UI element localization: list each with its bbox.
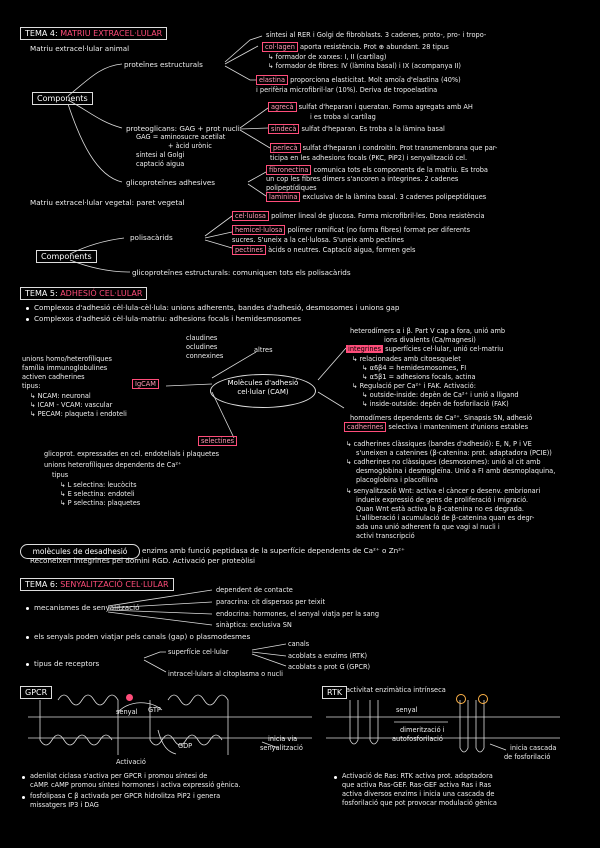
- gpcr-note2-l1: fosfolipasa C β activada per GPCR hidrolitza PiP2 i genera: [30, 792, 221, 800]
- cad-l6: desmoglobina i desmogleïna. Unió a FI amb desmoplaquina,: [356, 467, 556, 475]
- laminina-line: [266, 193, 486, 202]
- gpcr-label: GPCR: [20, 686, 52, 699]
- int-l6: ↳ α5β1 = adhesions focals, actina: [362, 373, 476, 381]
- tema6-number: TEMA 6:: [25, 580, 58, 589]
- tema6-title: SENYALITZACIÓ CEL·LULAR: [60, 580, 169, 589]
- components-box: Components: [32, 92, 93, 105]
- cad-l4: s'uneixen a catenines (β-catenina: prot. adaptadora (PCIE)): [356, 449, 552, 457]
- sindeca-label: sindecà: [268, 124, 299, 134]
- gpcr-note2-l2: missatgers IP3 i DAG: [30, 801, 99, 809]
- pectines-line: [232, 246, 415, 255]
- tema5-number: TEMA 5:: [25, 289, 58, 298]
- int-l8: ↳ outside-inside: depèn de Ca²⁺ i unió a lligand: [362, 391, 519, 399]
- ncam: ↳ NCAM: neuronal: [30, 392, 91, 400]
- colagen-l2: ↳ formador de fibres: IV (làmina basal) i IX (acompanya II): [268, 62, 461, 70]
- fibro-l3: polipeptídiques: [266, 184, 317, 192]
- fibronectina-label: fibronectina: [266, 165, 311, 175]
- agreca-text: sulfat d'heparan i queratan. Forma agregats amb AH: [298, 103, 473, 111]
- gpcr-gdp: GDP: [178, 742, 193, 750]
- int-l4: ↳ relacionades amb citoesquelet: [352, 355, 461, 363]
- gpcr-inicia-l1: inicia via: [268, 735, 298, 743]
- fibro-l2: un cop les fibres dimers s'ancoren a integrines. 2 cadenes: [266, 175, 459, 183]
- desadhesio-l2: Reconeixen integrines pel domini RGD. Activació per proteòlisi: [30, 556, 255, 565]
- components2-box: Components: [36, 250, 97, 263]
- bullet: [26, 307, 29, 310]
- sel-l2: unions heterofíliques dependents de Ca²⁺: [44, 461, 182, 469]
- colagen-label: col·lagen: [262, 42, 298, 52]
- bullet: [22, 776, 25, 779]
- rec-canals: canals: [288, 640, 310, 648]
- mecanismes: mecanismes de senyalització: [34, 603, 140, 612]
- perleca-line: [270, 144, 497, 153]
- selectines-text: selectines: [198, 436, 237, 446]
- tema4-title: MATRIU EXTRACEL·LULAR: [60, 29, 163, 38]
- bullet: [22, 796, 25, 799]
- int-l9: ↳ inside-outside: depèn de fosforilació (FAK): [362, 400, 509, 408]
- cadherines-line: [344, 423, 528, 432]
- igcam-label: [132, 380, 159, 389]
- gag-l1: GAG = aminosucre acetilat: [136, 133, 226, 141]
- cad-l5: ↳ cadherines no clàssiques (desmosomes): unió al cit amb: [346, 458, 541, 466]
- tema5-b2: Complexos d'adhesió cèl·lula-matriu: adhesions focals i hemidesmosomes: [34, 314, 301, 323]
- tema5-title: ADHESIÓ CEL·LULAR: [60, 289, 143, 298]
- cad-l9: indueix expressió de gens de proliferació i migració.: [356, 496, 529, 504]
- cad-l1: homodímers dependents de Ca²⁺. Sinapsis SN, adhesió: [350, 414, 533, 422]
- glicoproteines-estructurals: glicoproteïnes estructurals: comuniquen tots els polisacàrids: [132, 268, 351, 277]
- matriu-vegetal: Matriu extracel·lular vegetal: paret vegetal: [30, 198, 185, 207]
- matriu-animal-label: Matriu extracel·lular animal: [30, 44, 130, 53]
- fibro-text: comunica tots els components de la matriu. Es troba: [313, 166, 488, 174]
- proteines-estructurals: proteïnes estructurals: [124, 60, 203, 69]
- gpcr-note1-l1: adenilat ciclasa s'activa per GPCR i promou síntesi de: [30, 772, 208, 780]
- polisacarids: polisacàrids: [130, 233, 173, 242]
- gpcr-gtp: GTP: [148, 706, 161, 714]
- gag-l4: captació aigua: [136, 160, 185, 168]
- bullet: [26, 607, 29, 610]
- selectines-label: [198, 437, 237, 446]
- rec-gpcr: acoblats a prot G (GPCR): [288, 663, 371, 671]
- perleca-label: perlecà: [270, 143, 301, 153]
- pectines-label: pectines: [232, 245, 266, 255]
- mec-3: endocrina: hormones, el senyal viatja per la sang: [216, 610, 380, 618]
- agreca-line: [268, 103, 473, 112]
- int-l2: ions divalents (Ca/magnesi): [384, 336, 476, 344]
- cad-l3: ↳ cadherines clàssiques (bandes d'adhesió): E, N, P i VE: [346, 440, 532, 448]
- elastina-l2: i perifèria microfibril·lar (10%). Deriva de tropoelastina: [256, 86, 438, 94]
- sel-l1: glicoprot. expressades en cel. endotelials i plaquetes: [44, 450, 220, 458]
- rtk-senyal: senyal: [396, 706, 418, 714]
- rtk-label: RTK: [322, 686, 347, 699]
- integrines-line: [346, 345, 503, 354]
- rtk-title: activitat enzimàtica intrínseca: [346, 686, 446, 694]
- rtk-note-l1: Activació de Ras: RTK activa prot. adaptadora: [342, 772, 493, 780]
- psel: ↳ P selectina: plaquetes: [60, 499, 141, 507]
- bullet: [334, 776, 337, 779]
- ocludines: ocludines: [186, 343, 218, 351]
- cam-center-oval: [210, 374, 316, 408]
- gag-l2: + àcid urònic: [168, 142, 212, 150]
- int-l7: ↳ Regulació per Ca²⁺ i FAK. Activació:: [352, 382, 476, 390]
- laminina-label: laminina: [266, 192, 300, 202]
- rec-rtk: acoblats a enzims (RTK): [288, 652, 368, 660]
- gpcr-activacio: Activació: [116, 758, 146, 766]
- bullet: [26, 663, 29, 666]
- desadhesio-oval: molècules de desadhesió: [20, 544, 140, 559]
- int-l5: ↳ α6β4 = hemidesmosomes, FI: [362, 364, 467, 372]
- tema4-header: [20, 27, 167, 40]
- rtk-inicia-l1: inicia cascada: [510, 744, 557, 752]
- cellulosa-text: polímer lineal de glucosa. Forma microfibril·les. Dona resistència: [271, 212, 485, 220]
- agreca-l2: i es troba al cartílag: [310, 113, 376, 121]
- cellulosa-line: [232, 212, 485, 221]
- hemicel-l2: sucres. S'uneix a la cel·lulosa. S'uneix amb pectines: [232, 236, 404, 244]
- cadherines-label: cadherines: [344, 422, 386, 432]
- lsel: ↳ L selectina: leucòcits: [60, 481, 137, 489]
- cad-l7: placoglobina i placofilina: [356, 476, 438, 484]
- cam-title-l2: cel·lular (CAM): [237, 388, 289, 396]
- sintesi-text: síntesi al RER i Golgi de fibroblasts. 3 cadenes, proto-, pro- i tropo-: [266, 31, 487, 39]
- unions-l2: família immunoglobulines: [22, 364, 108, 372]
- mec-4: sinàptica: exclusiva SN: [216, 621, 292, 629]
- rtk-inicia-l2: de fosforilació: [504, 753, 551, 761]
- altres: altres: [254, 346, 273, 354]
- cad-l10: Quan Wnt està activa la β-catenina no es degrada.: [356, 505, 524, 513]
- tema4-number: TEMA 4:: [25, 29, 58, 38]
- cad-l2: selectiva i manteniment d'unions estables: [388, 423, 529, 431]
- cad-l11: L'alliberació i acumulació de β-catenina quan es degr-: [356, 514, 535, 522]
- colagen-text: aporta resistència. Prot ⊕ abundant. 28 tipus: [300, 43, 449, 51]
- elastina-label: elastina: [256, 75, 288, 85]
- rtk-note-l4: fosforilació que pot provocar modulació gènica: [342, 799, 497, 807]
- hemicel-text: polímer ramificat (no forma fibres) format per diferents: [287, 226, 471, 234]
- pectines-text: àcids o neutres. Captació aigua, formen gels: [268, 246, 416, 254]
- sel-l3: tipus: [52, 471, 69, 479]
- perleca-l2: ticipa en les adhesions focals (PKC, PiP2) i senyalització cel.: [270, 154, 468, 162]
- rtk-note-l3: activa diversos enzims i inicia una cascada de: [342, 790, 495, 798]
- unions-l1: unions homo/heterofíliques: [22, 355, 112, 363]
- cad-l8: ↳ senyalització Wnt: activa el càncer o desenv. embrionari: [346, 487, 541, 495]
- colagen-l1: ↳ formador de xarxes: I, II (cartílag): [268, 53, 387, 61]
- bullet: [26, 318, 29, 321]
- agreca-label: agrecà: [268, 102, 297, 112]
- rtk-ligand-icon: [478, 694, 488, 704]
- bullet: [26, 636, 29, 639]
- igcam-text: IgCAM: [132, 379, 159, 389]
- integrines-label: integrines: [348, 345, 382, 353]
- laminina-text: exclusiva de la làmina basal. 3 cadenes polipeptídiques: [302, 193, 487, 201]
- unions-l4: tipus:: [22, 382, 41, 390]
- colagen-line: [262, 43, 449, 52]
- hemicel-line: [232, 226, 470, 235]
- gag-l3: síntesi al Golgi: [136, 151, 185, 159]
- hemicel-label: hemicel·lulosa: [232, 225, 285, 235]
- cad-l13: activi transcripció: [356, 532, 415, 540]
- sindeca-text: sulfat d'heparan. Es troba a la làmina basal: [301, 125, 445, 133]
- claudines: claudines: [186, 334, 218, 342]
- tema5-b1: Complexos d'adhesió cèl·lula-cèl·lula: unions adherents, bandes d'adhesió, desmosomes i unions gap: [34, 303, 400, 312]
- rtk-dim-l1: dimerització i: [400, 726, 445, 734]
- rtk-ligand-icon: [456, 694, 466, 704]
- desadhesio-l1: enzims amb funció peptidasa de la superfície dependents de Ca²⁺ o Zn²⁺: [142, 546, 405, 555]
- cellulosa-label: cel·lulosa: [232, 211, 269, 221]
- gpcr-senyal: senyal: [116, 708, 138, 716]
- proteoglicans: proteoglicans: GAG + prot nucli: [126, 124, 240, 133]
- connexines: connexines: [186, 352, 224, 360]
- elastina-text: proporciona elasticitat. Molt amoïa d'elastina (40%): [290, 76, 461, 84]
- pecam: ↳ PECAM: plaqueta i endoteli: [30, 410, 127, 418]
- senyals-text: els senyals poden viatjar pels canals (gap) o plasmodesmes: [34, 632, 251, 641]
- ligand-icon: [126, 694, 133, 701]
- fibronectina-line: [266, 166, 488, 175]
- elastina-line: [256, 76, 461, 85]
- gpcr-note1-l2: cAMP. cAMP promou síntesi hormones i activa expressió gènica.: [30, 781, 241, 789]
- glicoproteines-adhesives: glicoproteïnes adhesives: [126, 178, 216, 187]
- esel: ↳ E selectina: endoteli: [60, 490, 135, 498]
- int-l3: superfícies cel·lular, unió cel-matriu: [385, 345, 504, 353]
- rtk-dim-l2: autofosforilació: [392, 735, 443, 743]
- mec-2: paracrina: cit dispersos per teixit: [216, 598, 326, 606]
- gpcr-inicia-l2: senyalització: [260, 744, 303, 752]
- tema5-header: [20, 287, 147, 300]
- mec-1: dependent de contacte: [216, 586, 293, 594]
- perleca-text: sulfat d'heparan i condroitin. Prot transmembrana que par-: [302, 144, 498, 152]
- superficie-cellular: superfície cel·lular: [168, 648, 229, 656]
- sindeca-line: [268, 125, 445, 134]
- cad-l12: ada una unió adherent fa que vagi al nucli i: [356, 523, 500, 531]
- tipus-receptors: tipus de receptors: [34, 659, 100, 668]
- unions-l3: activen cadherines: [22, 373, 85, 381]
- int-l1: heterodímers α i β. Part V cap a fora, unió amb: [350, 327, 506, 335]
- rtk-note-l2: que activa Ras-GEF. Ras-GEF activa Ras i Ras: [342, 781, 492, 789]
- intracellulars: intracel·lulars al citoplasma o nucli: [168, 670, 283, 678]
- cam-title-l1: Molècules d'adhesió: [227, 379, 299, 387]
- tema6-header: [20, 578, 174, 591]
- icam: ↳ ICAM - VCAM: vascular: [30, 401, 113, 409]
